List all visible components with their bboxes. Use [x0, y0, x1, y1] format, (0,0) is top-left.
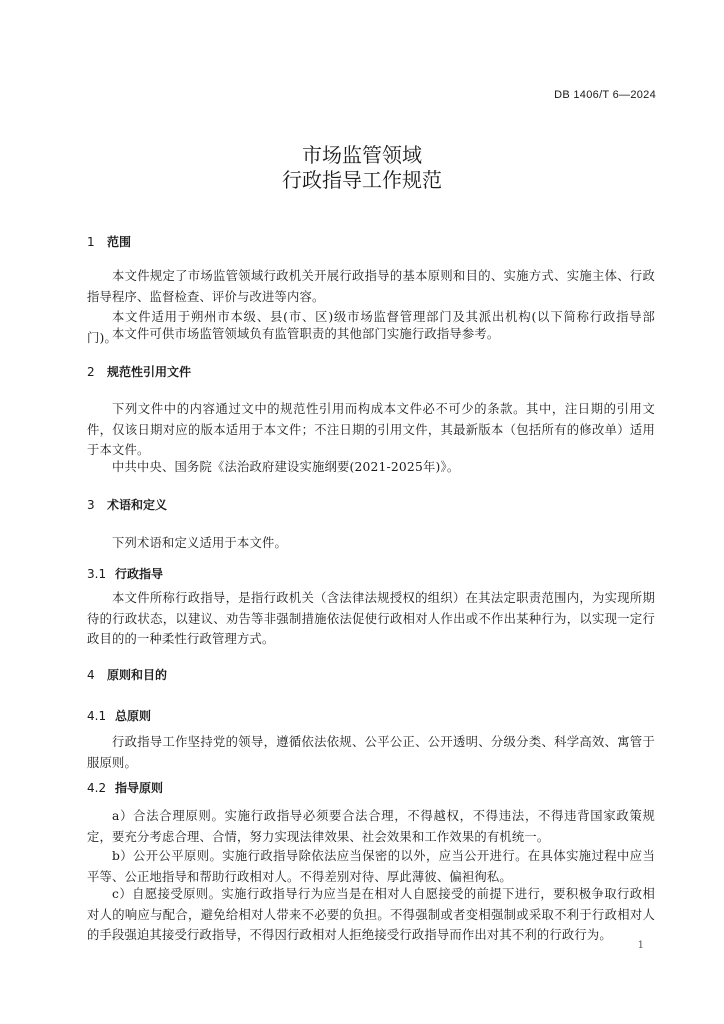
section-title: 指导原则: [115, 781, 164, 795]
paragraph-principle-b: b）公开公平原则。实施行政指导除依法应当保密的以外，应当公开进行。在具体实施过程中应当平等、公正地指导和帮助行政相对人。不得差别对待、厚此薄彼、偏袒徇私。: [87, 849, 655, 884]
paragraph-definition: 本文件所称行政指导，是指行政机关（含法律法规授权的组织）在其法定职责范围内，为实现所期待的行政状态，以建议、劝告等非强制措施依法促使行政相对人作出或不作出某种行为，以实现一定行政目的的一种柔性行政管理方式。: [87, 591, 655, 646]
section-title: 范围: [107, 235, 132, 249]
paragraph-references-1: 下列文件中的内容通过文中的规范性引用而构成本文件必不可少的条款。其中，注日期的引用文件，仅该日期对应的版本适用于本文件；不注日期的引用文件，其最新版本（包括所有的修改单）适用于本文件。: [87, 402, 655, 457]
paragraph-principle-c: c）自愿接受原则。实施行政指导行为应当是在相对人自愿接受的前提下进行，要积极争取行政相对人的响应与配合，避免给相对人带来不必要的负担。不得强制或者变相强制或采取不利于行政相对人的手段强迫其接受行政指导，不得因行政相对人拒绝接受行政指导而作出对其不利的行政行为。: [87, 887, 655, 942]
section-title: 规范性引用文件: [107, 365, 192, 379]
section-heading-scope: [87, 233, 131, 251]
section-title: 行政指导: [115, 567, 164, 581]
section-title: 原则和目的: [107, 668, 168, 682]
paragraph-references-2: 中共中央、国务院《法治政府建设实施纲要(2021-2025年)》。: [112, 460, 460, 474]
section-title: 术语和定义: [107, 498, 168, 512]
paragraph-terms-1: 下列术语和定义适用于本文件。: [112, 536, 287, 550]
paragraph-principle-a: a）合法合理原则。实施行政指导必须要合法合理，不得越权，不得违法，不得违背国家政策规定，要充分考虑合理、合情，努力实现法律效果、社会效果和工作效果的有机统一。: [87, 809, 655, 844]
section-number: 3: [87, 498, 95, 512]
paragraph-scope-3: 本文件可供市场监管领域负有监管职责的其他部门实施行政指导参考。: [112, 327, 500, 341]
paragraph-scope-2: 本文件适用于朔州市本级、县(市、区)级市场监督管理部门及其派出机构(以下简称行政指导部门)。: [87, 310, 655, 345]
subsection-heading-guiding-principles: [87, 779, 163, 797]
document-title-line2: 行政指导工作规范: [282, 168, 442, 192]
paragraph-scope-1: 本文件规定了市场监管领域行政机关开展行政指导的基本原则和目的、实施方式、实施主体、行政指导程序、监督检查、评价与改进等内容。: [87, 269, 655, 304]
document-code: DB 1406/T 6—2024: [554, 89, 656, 101]
page-number: 1: [637, 940, 644, 951]
section-number: 3.1: [87, 567, 107, 581]
subsection-heading-general-principle: [87, 707, 151, 725]
document-title-line1: 市场监管领域: [302, 143, 422, 167]
section-heading-terms: [87, 496, 167, 514]
section-heading-principles: [87, 666, 167, 684]
section-title: 总原则: [115, 709, 152, 723]
section-number: 4.1: [87, 709, 107, 723]
subsection-heading-administrative-guidance: [87, 565, 163, 583]
section-heading-normative-references: [87, 363, 191, 381]
section-number: 2: [87, 365, 95, 379]
section-number: 4: [87, 668, 95, 682]
section-number: 4.2: [87, 781, 107, 795]
paragraph-general-principle: 行政指导工作坚持党的领导，遵循依法依规、公平公正、公开透明、分级分类、科学高效、寓管于服原则。: [87, 735, 655, 770]
section-number: 1: [87, 235, 95, 249]
